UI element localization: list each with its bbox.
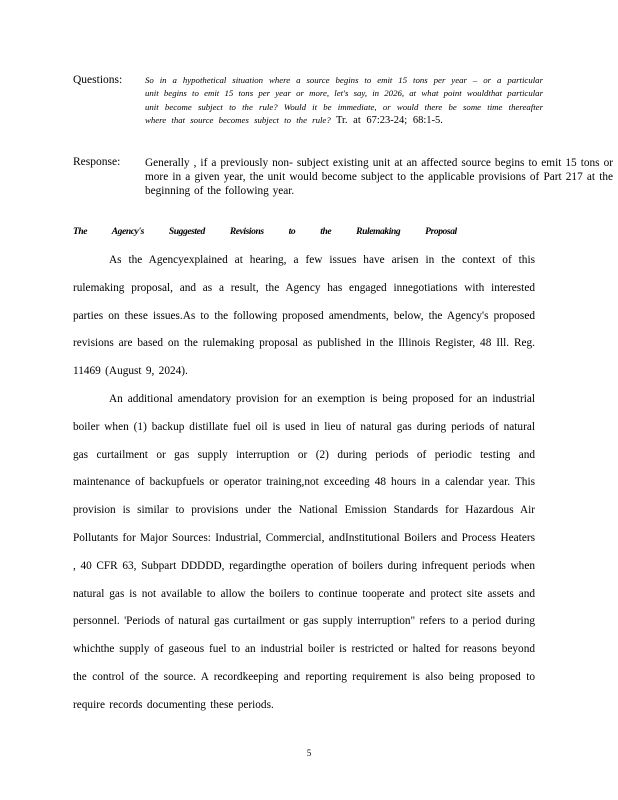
body-paragraph-2: An additional amendatory provision for an exemption is being proposed for an industrial boiler when (1) backup distillate fuel oil is used in lieu of natural gas during periods of natural gas curtailment or gas supply interruption or (2) during periods of periodic testing and maintenance of backupfuels or operator training,not exceeding 48 hours in a calendar year. This provision is similar to provisions under the National Emission Standards for Hazardous Air Pollutants for Major Sources: Industrial, Commercial, andInstitutional Boilers and Process Heaters , 40 CFR 63, Subpart DDDDD, regardingthe operation of boilers during infrequent periods when natural gas is not available to allow the boilers to continue tooperate and protect site assets and personnel. 'Periods of natural gas curtailment or gas supply interruption" refers to a period during whichthe supply of gaseous fuel to an industrial boiler is restricted or halted for reasons beyond the control of the source. A recordkeeping and reporting requirement is also being proposed to require records documenting these periods. — [73, 393, 535, 711]
section-heading: The Agency's Suggested Revisions to the Rulemaking Proposal — [73, 227, 457, 237]
response-text: Generally , if a previously non- subject existing unit at an affected source begins to emit 15 tons or more in a given year, the unit would become subject to the applicable provisions of Part 217 at the beginning of the following year. — [145, 157, 613, 198]
response-label: Response: — [73, 156, 121, 168]
body-paragraph-1: As the Agencyexplained at hearing, a few issues have arisen in the context of this rulemaking proposal, and as a result, the Agency has engaged innegotiations with interested parties on these issues.As to the following proposed amendments, below, the Agency's proposed revisions are based on the rulemaking proposal as published in the Illinois Register, 48 Ill. Reg. 11469 (August 9, 2024). — [73, 254, 535, 378]
questions-citation: Tr. at 67:23-24; 68:1-5. — [335, 114, 443, 126]
questions-label: Questions: — [73, 74, 123, 86]
questions-text-block — [145, 74, 543, 127]
questions-text: So in a hypothetical situation where a source begins to emit 15 tons per year – or a particular unit begins to emit 15 tons per year or more, let's say, in 2026, at what point wouldthat particular unit become subject to the rule? Would it be immediate, or would there be some time thereafter where that source becomes subject to the rule? — [145, 75, 543, 125]
page-number: 5 — [306, 748, 312, 758]
